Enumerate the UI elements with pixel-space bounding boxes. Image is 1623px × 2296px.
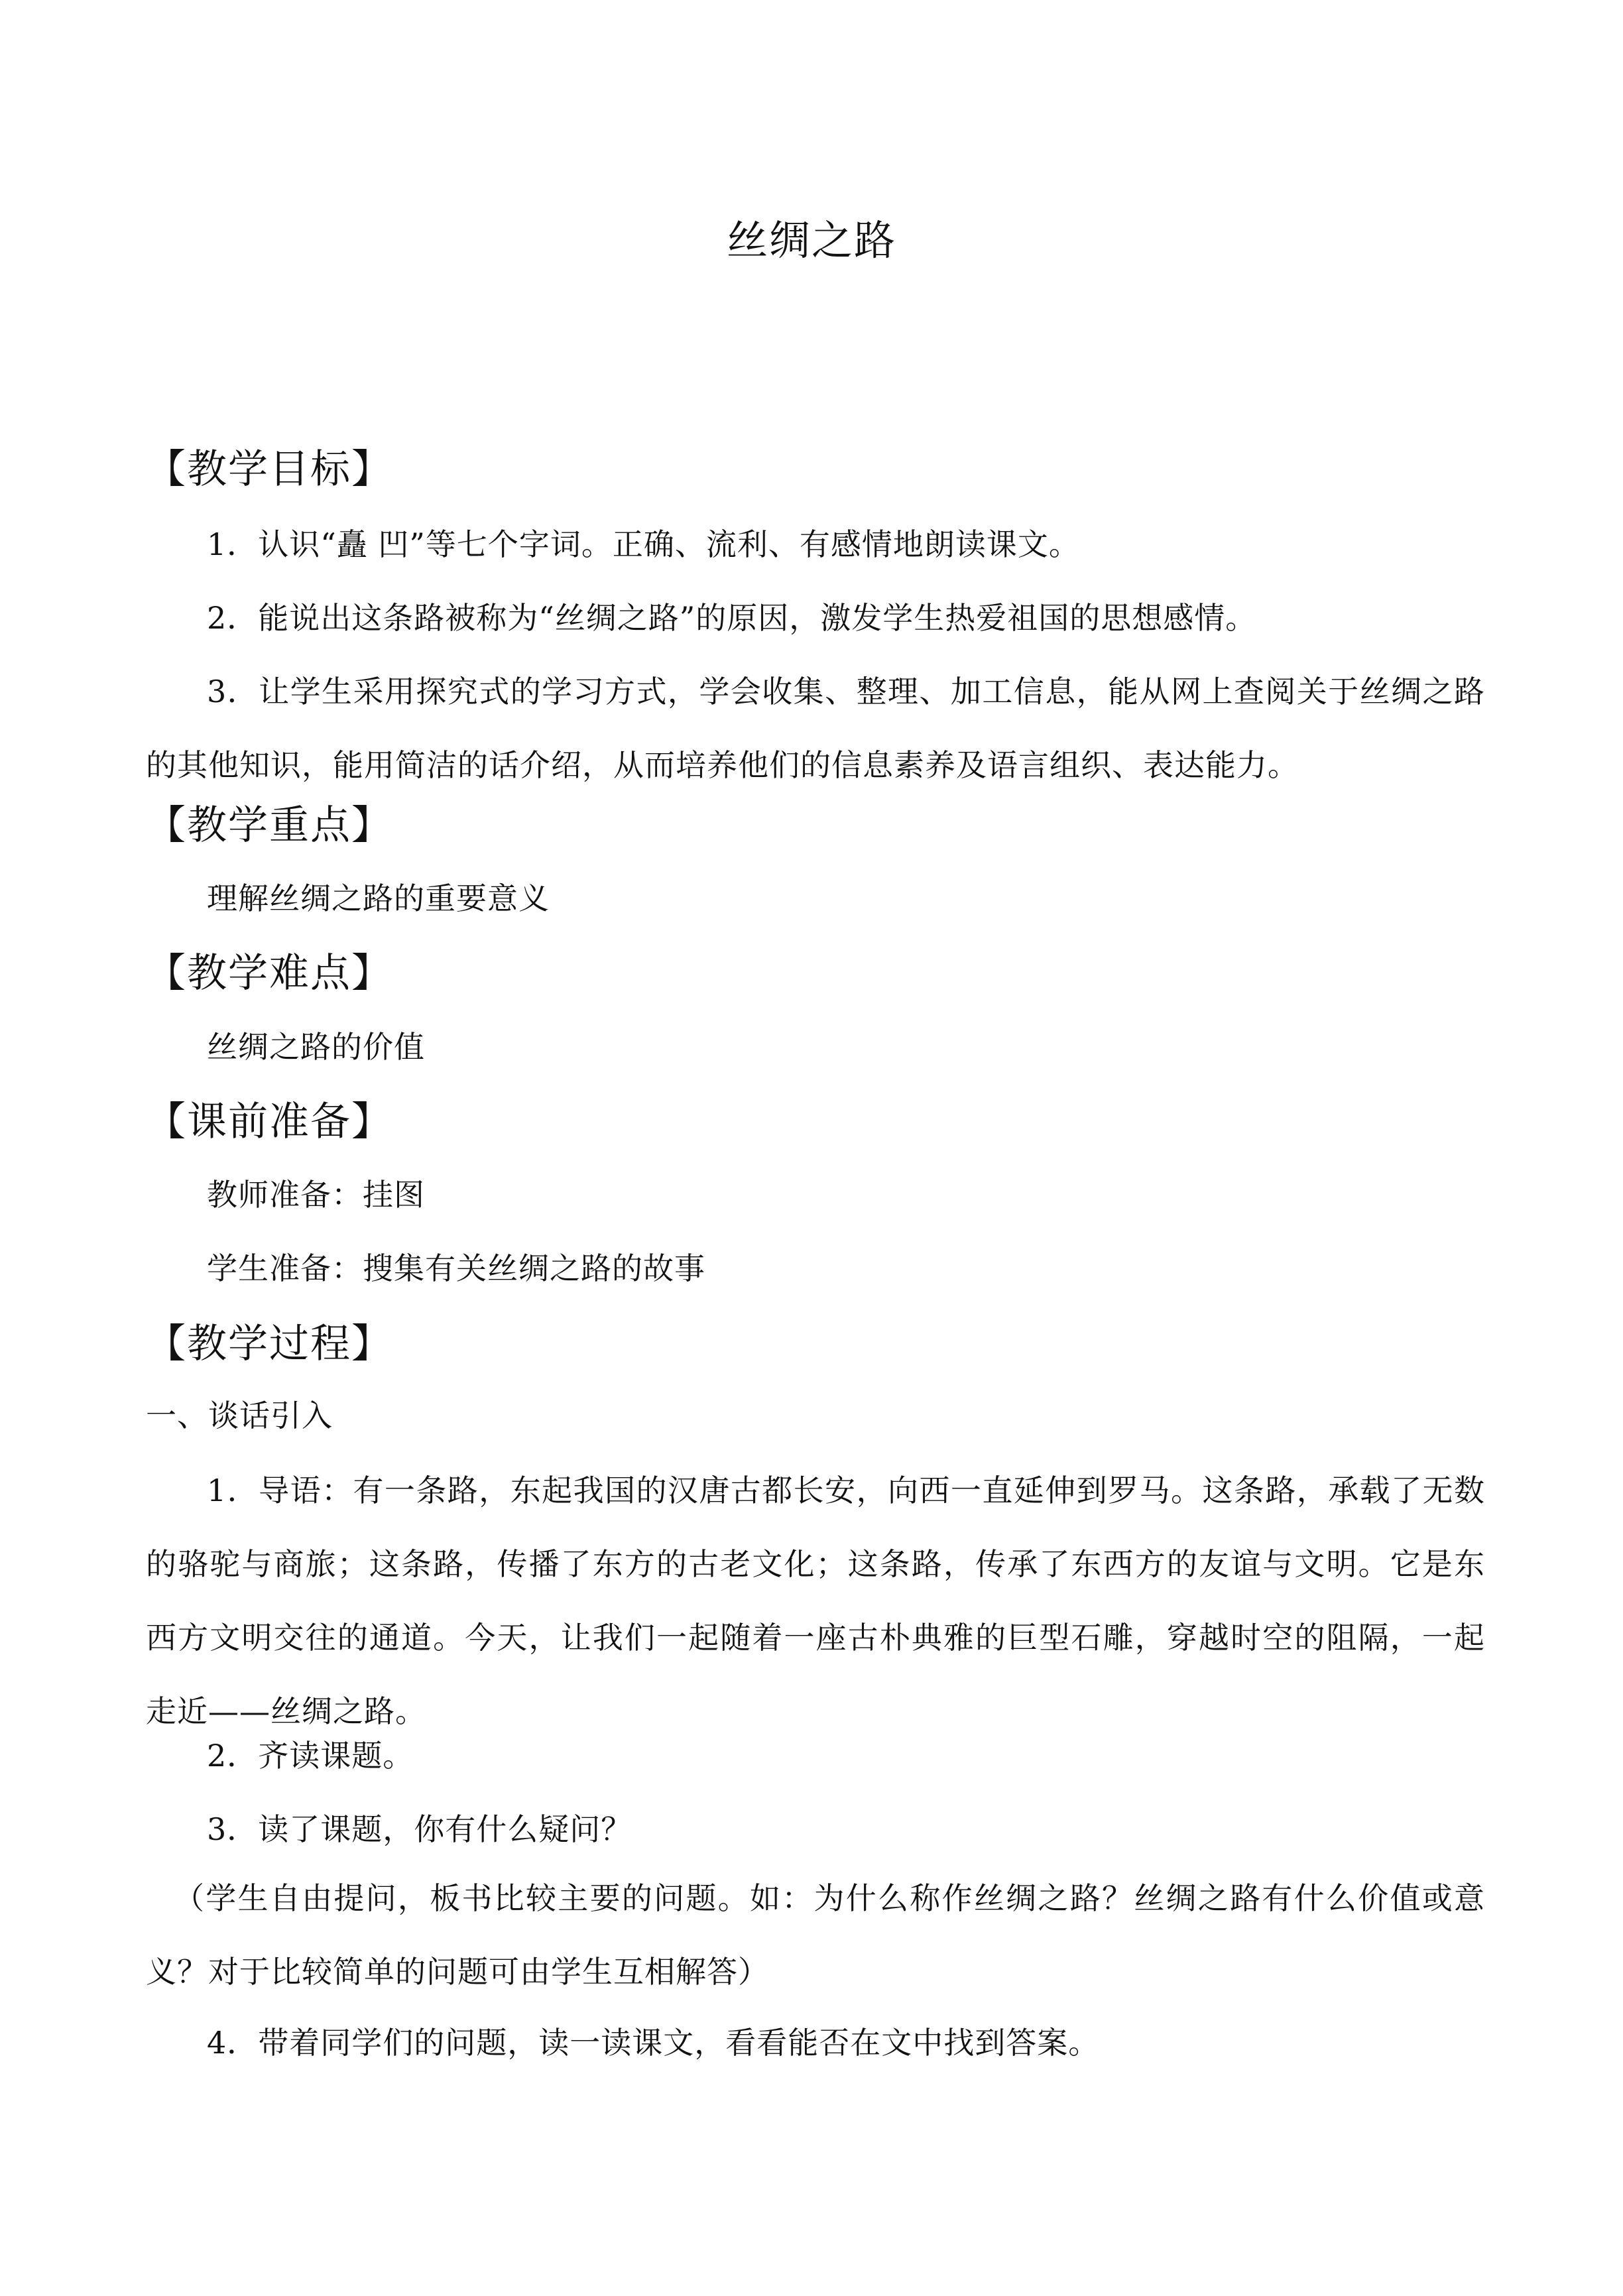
key-points-heading: 【教学重点】 <box>146 802 392 849</box>
process-item-2: 2．齐读课题。 <box>207 1738 414 1774</box>
objective-item-2: 2．能说出这条路被称为“丝绸之路”的原因，激发学生热爱祖国的思想感情。 <box>207 600 1257 636</box>
objective-item-3: 3．让学生采用探究式的学习方式，学会收集、整理、加工信息，能从网上查阅关于丝绸之路的其他知识，能用简洁的话介绍，从而培养他们的信息素养及语言组织、表达能力。 <box>146 674 1485 783</box>
difficulties-heading: 【教学难点】 <box>146 950 392 997</box>
objectives-heading: 【教学目标】 <box>146 446 392 493</box>
difficulties-text: 丝绸之路的价值 <box>207 1029 425 1065</box>
student-preparation: 学生准备：搜集有关丝绸之路的故事 <box>207 1250 705 1286</box>
preparation-heading: 【课前准备】 <box>146 1099 392 1145</box>
teacher-preparation: 教师准备：挂图 <box>207 1177 425 1213</box>
key-points-text: 理解丝绸之路的重要意义 <box>207 880 550 916</box>
process-heading: 【教学过程】 <box>146 1321 392 1367</box>
process-part1-title: 一、谈话引入 <box>146 1398 333 1433</box>
process-note: （学生自由提问，板书比较主要的问题。如：为什么称作丝绸之路？丝绸之路有什么价值或意义？对于比较简单的问题可由学生互相解答） <box>146 1880 1485 1990</box>
objective-item-1: 1．认识“矗 凹”等七个字词。正确、流利、有感情地朗读课文。 <box>207 526 1080 562</box>
process-item-3: 3．读了课题，你有什么疑问？ <box>207 1811 632 1847</box>
process-item-4: 4．带着同学们的问题，读一读课文，看看能否在文中找到答案。 <box>207 2025 1100 2061</box>
document-title: 丝绸之路 <box>726 216 896 265</box>
process-item-1: 1．导语：有一条路，东起我国的汉唐古都长安，向西一直延伸到罗马。这条路，承载了无数的骆驼与商旅；这条路，传播了东方的古老文化；这条路，传承了东西方的友谊与文明。它是东西方文明交往的通道。今天，让我们一起随着一座古朴典雅的巨型石雕，穿越时空的阻隔，一起走近——丝绸之路。 <box>146 1473 1485 1729</box>
